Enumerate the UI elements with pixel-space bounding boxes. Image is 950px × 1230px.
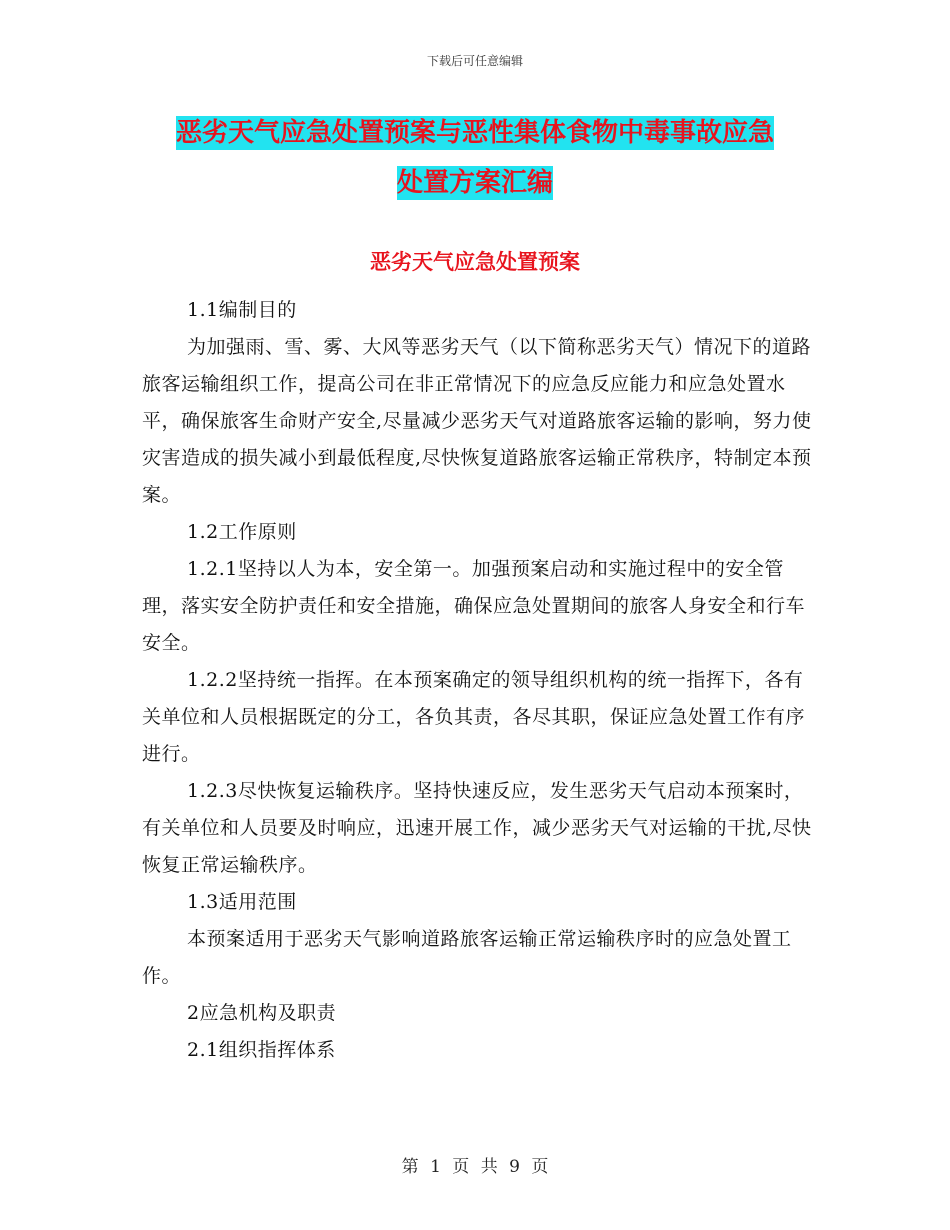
paragraph-purpose: 为加强雨、雪、雾、大风等恶劣天气（以下简称恶劣天气）情况下的道路旅客运输组织工作，提高公司在非正常情况下的应急反应能力和应急处置水平，确保旅客生命财产安全,尽量减少恶劣天气对道路旅客运输的影响，努力使灾害造成的损失减小到最低程度,尽快恢复道路旅客运输正常秩序，特制定本预案。 — [142, 336, 812, 506]
heading-1-1: 1.1编制目的 — [187, 299, 297, 321]
heading-1-3: 1.3适用范围 — [187, 891, 297, 913]
section-title: 恶劣天气应急处置预案 — [370, 250, 580, 274]
document-body — [142, 292, 822, 1069]
paragraph-scope: 本预案适用于恶劣天气影响道路旅客运输正常运输秩序时的应急处置工作。 — [142, 928, 792, 987]
paragraph-1-2-2: 1.2.2坚持统一指挥。在本预案确定的领导组织机构的统一指挥下，各有关单位和人员根据既定的分工，各负其责，各尽其职，保证应急处置工作有序进行。 — [142, 669, 806, 765]
document-title-line-1: 恶劣天气应急处置预案与恶性集体食物中毒事故应急 — [175, 118, 774, 148]
document-title — [120, 108, 830, 208]
paragraph-1-2-1: 1.2.1坚持以人为本，安全第一。加强预案启动和实施过程中的安全管理，落实安全防护责任和安全措施，确保应急处置期间的旅客人身安全和行车安全。 — [142, 558, 806, 654]
document-title-line-2: 处置方案汇编 — [396, 168, 553, 198]
heading-1-2: 1.2工作原则 — [187, 521, 297, 543]
heading-2-1: 2.1组织指挥体系 — [187, 1039, 336, 1061]
page-footer-number: 第 1 页 共 9 页 — [401, 1157, 549, 1177]
paragraph-1-2-3: 1.2.3尽快恢复运输秩序。坚持快速反应，发生恶劣天气启动本预案时，有关单位和人员要及时响应，迅速开展工作，减少恶劣天气对运输的干扰,尽快恢复正常运输秩序。 — [142, 780, 812, 876]
page-header-note: 下载后可任意编辑 — [426, 54, 523, 68]
heading-2: 2应急机构及职责 — [187, 1002, 337, 1024]
